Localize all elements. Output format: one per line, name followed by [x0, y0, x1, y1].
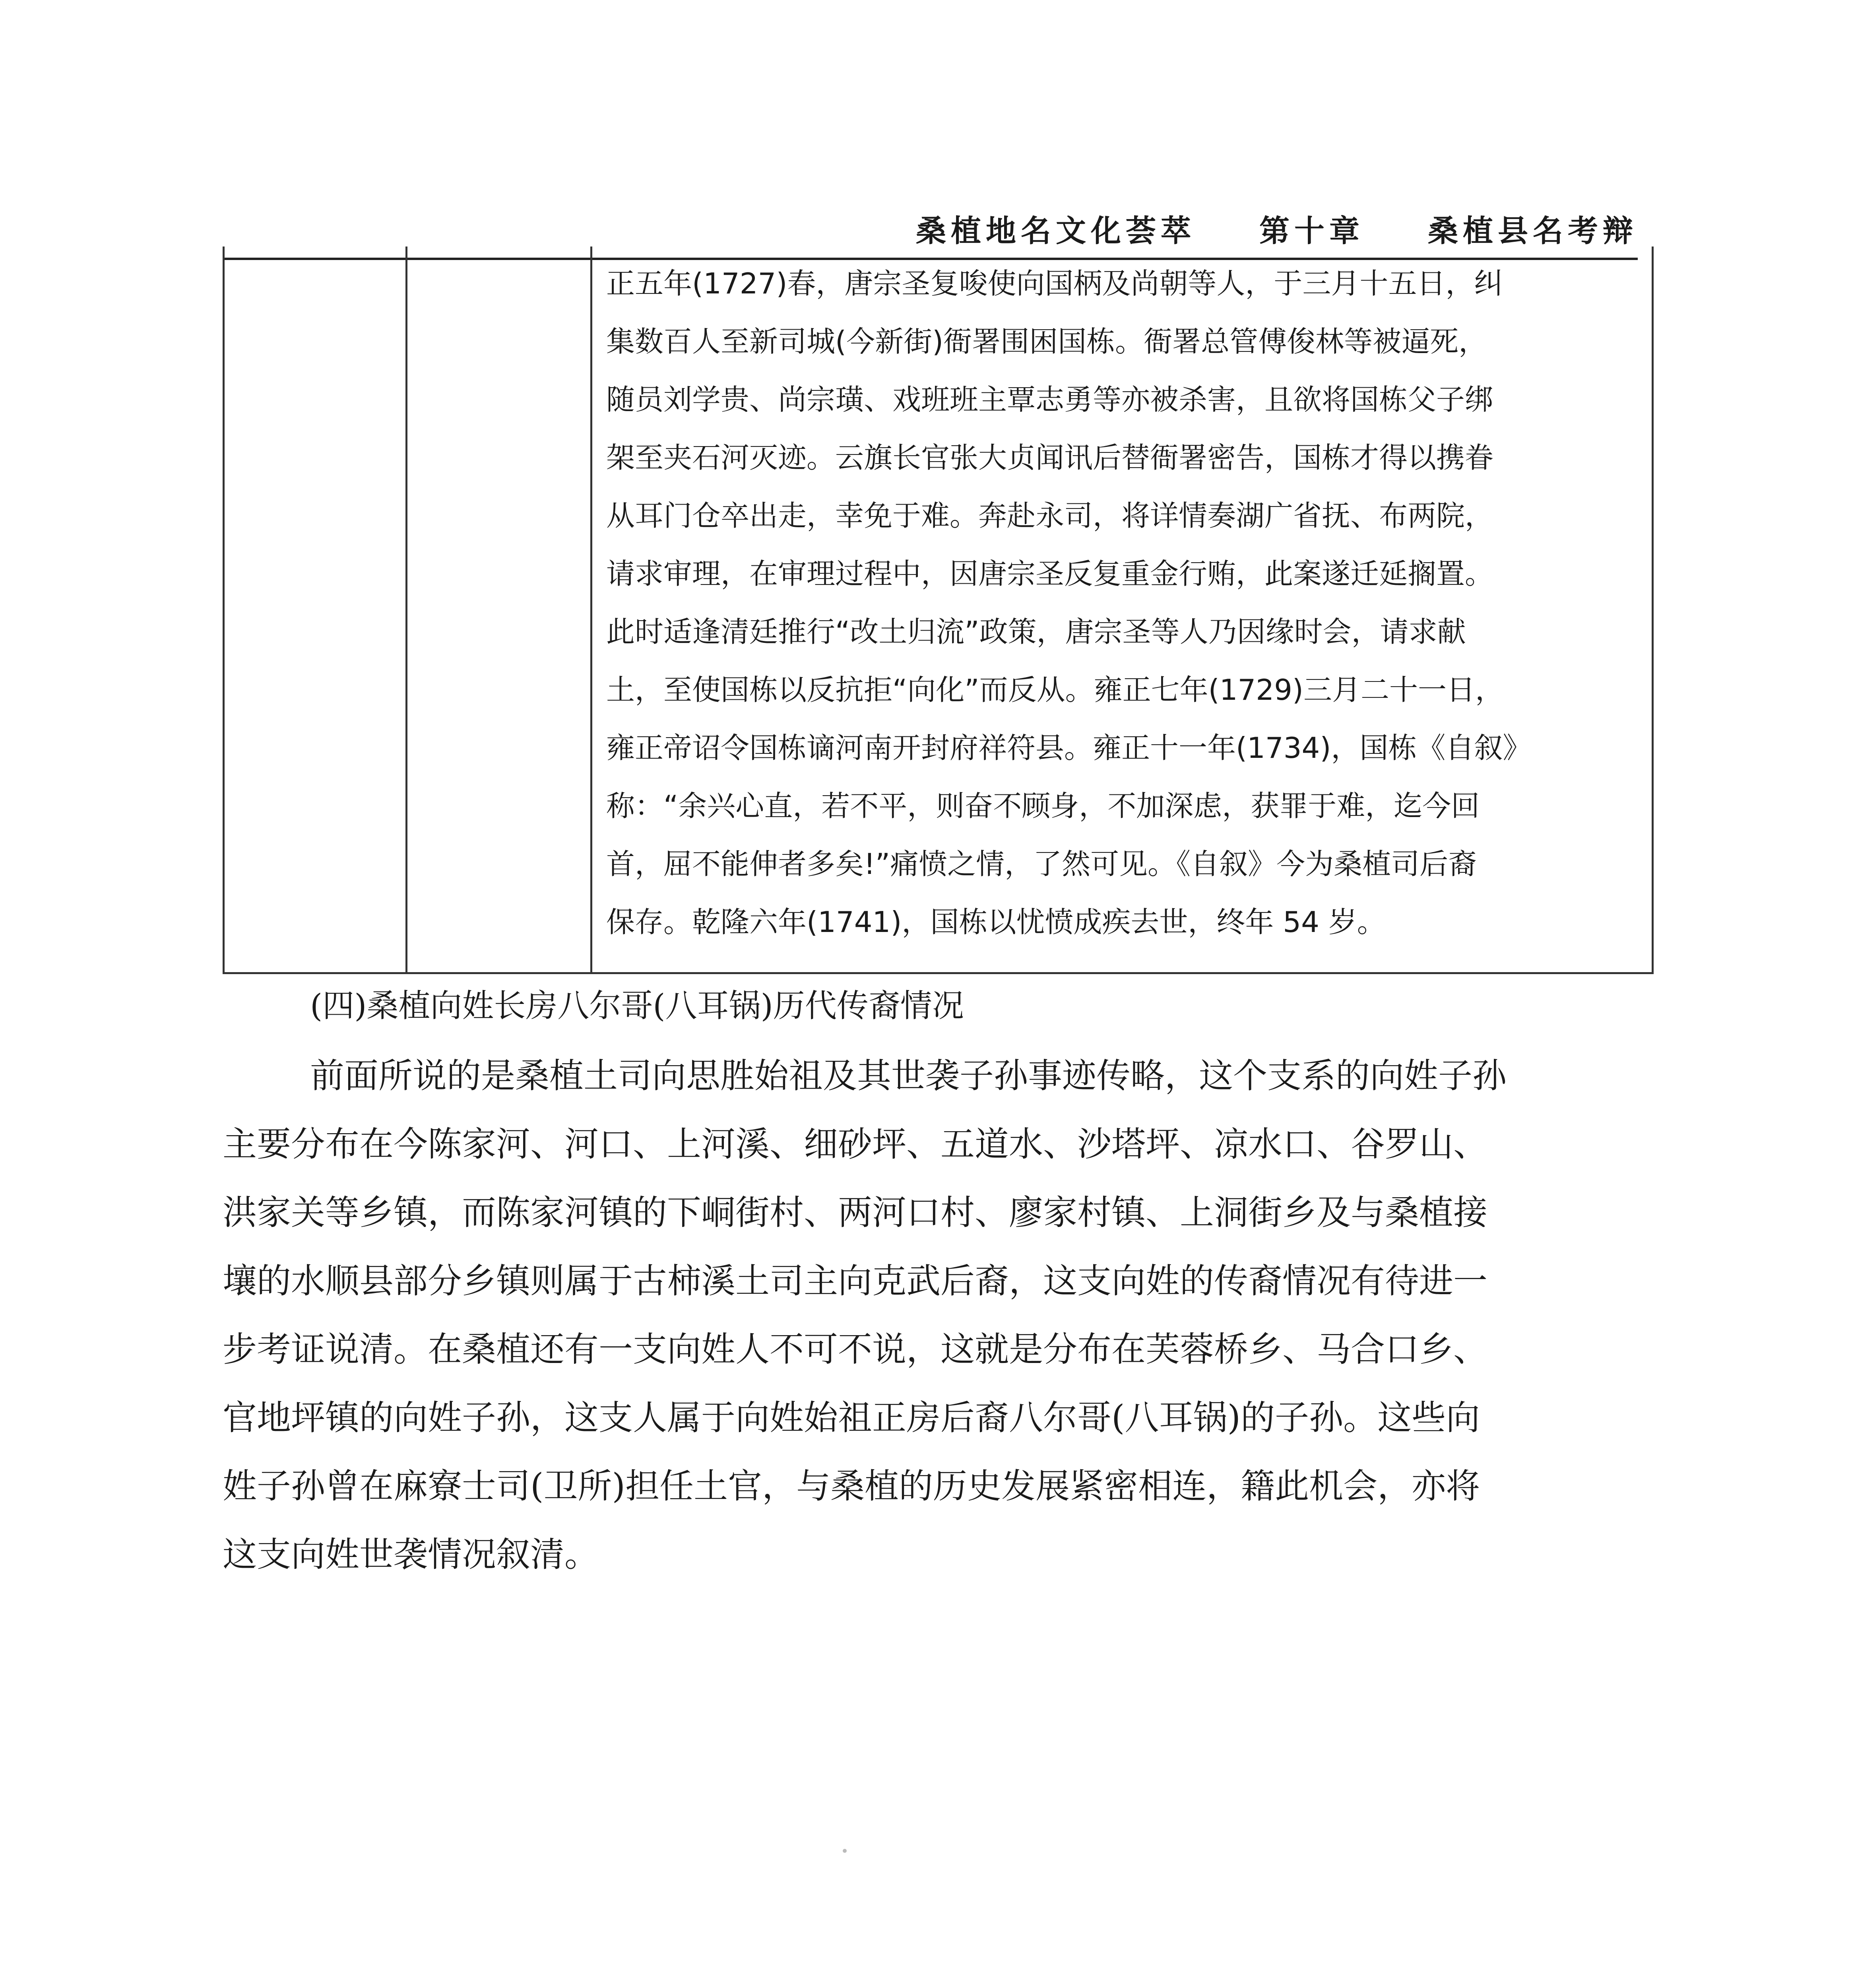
body-line: 官地坪镇的向姓子孙，这支人属于向姓始祖正房后裔八尔哥(八耳锅)的子孙。这些向: [223, 1398, 1480, 1438]
body-line: 这支向姓世袭情况叙清。: [223, 1535, 599, 1574]
table-cell-line: 正五年(1727)春，唐宗圣复唆使向国柄及尚朝等人，于三月十五日，纠: [606, 267, 1503, 300]
table-cell-line: 集数百人至新司城(今新街)衙署围困国栋。衙署总管傅俊林等被逼死，: [606, 325, 1487, 358]
table-cell-line: 称：“余兴心直，若不平，则奋不顾身，不加深虑，获罪于难，迄今回: [606, 789, 1480, 823]
table-cell-line: 保存。乾隆六年(1741)，国栋以忧愤成疾去世，终年 54 岁。: [606, 905, 1386, 939]
header-book-title: 桑植地名文化荟萃: [916, 213, 1196, 248]
record-table: [223, 247, 1654, 974]
table-cell-line: 随员刘学贵、尚宗璜、戏班班主覃志勇等亦被杀害，且欲将国栋父子绑: [606, 383, 1494, 416]
body-line: 姓子孙曾在麻寮士司(卫所)担任土官，与桑植的历史发展紧密相连，籍此机会，亦将: [223, 1466, 1480, 1506]
table-cell-line: 从耳门仓卒出走，幸免于难。奔赴永司，将详情奏湖广省抚、布两院，: [606, 499, 1494, 532]
section-subheading: (四)桑植向姓长房八尔哥(八耳锅)历代传裔情况: [310, 987, 964, 1024]
table-text-cell: [606, 254, 1632, 951]
table-cell-line: 土，至使国栋以反抗拒“向化”而反从。雍正七年(1729)三月二十一日，: [606, 673, 1504, 707]
header-text: [916, 207, 1638, 250]
table-col-divider-2: [590, 247, 592, 972]
header-chapter: 第十章: [1259, 213, 1364, 248]
body-line: 主要分布在今陈家河、河口、上河溪、细砂坪、五道水、沙塔坪、凉水口、谷罗山、: [223, 1124, 1487, 1164]
body-line: 壤的水顺县部分乡镇则属于古柿溪土司主向克武后裔，这支向姓的传裔情况有待进一: [223, 1261, 1487, 1301]
table-col-divider-1: [405, 247, 407, 972]
body-line: 步考证说清。在桑植还有一支向姓人不可不说，这就是分布在芙蓉桥乡、马合口乡、: [223, 1330, 1487, 1369]
scan-speck: [843, 1849, 847, 1853]
table-cell-line: 雍正帝诏令国栋谪河南开封府祥符县。雍正十一年(1734)，国栋《自叙》: [606, 731, 1532, 765]
table-cell-line: 首，屈不能伸者多矣!”痛愤之情，了然可见。《自叙》今为桑植司后裔: [606, 847, 1477, 881]
table-cell-line: 请求审理，在审理过程中，因唐宗圣反复重金行贿，此案遂迁延搁置。: [606, 557, 1494, 590]
body-paragraph: [223, 1042, 1654, 1589]
table-cell-line: 架至夹石河灭迹。云旗长官张大贞闻讯后替衙署密告，国栋才得以携眷: [606, 441, 1494, 474]
body-line: 洪家关等乡镇，而陈家河镇的下峒街村、两河口村、廖家村镇、上洞街乡及与桑植接: [223, 1193, 1487, 1233]
body-line: 前面所说的是桑植土司向思胜始祖及其世袭子孙事迹传略，这个支系的向姓子孙: [310, 1056, 1507, 1096]
table-cell-line: 此时适逢清廷推行“改土归流”政策，唐宗圣等人乃因缘时会，请求献: [606, 615, 1466, 648]
header-chapter-title: 桑植县名考辩: [1428, 213, 1638, 248]
